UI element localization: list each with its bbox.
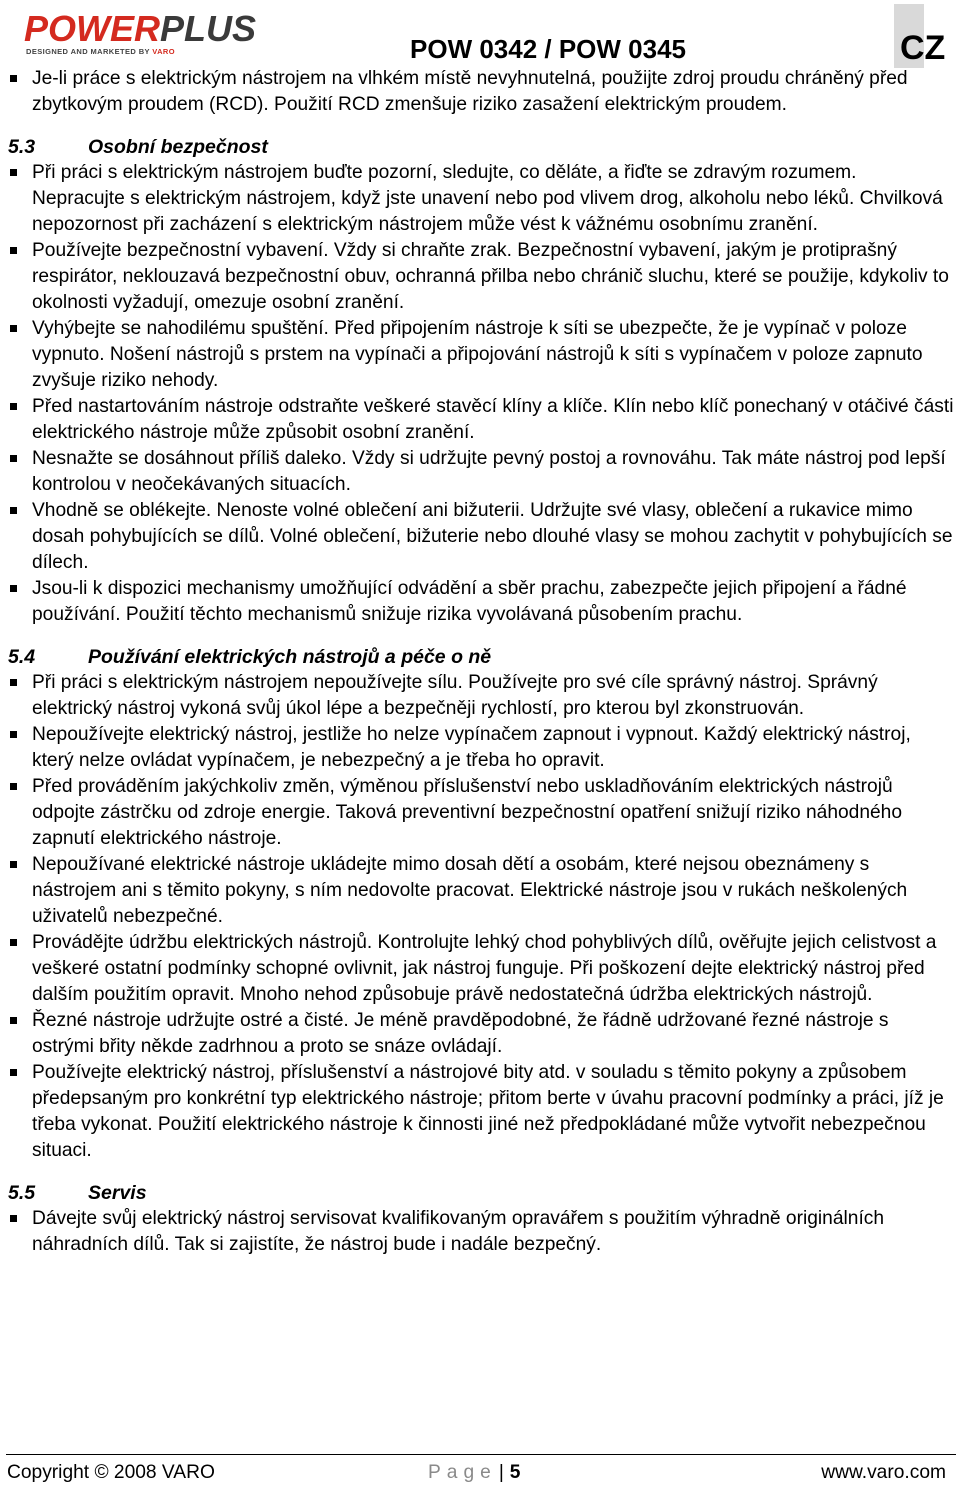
logo-wordmark: [24, 10, 256, 48]
square-bullet-icon: [10, 75, 17, 82]
logo-plus-text: PLUS: [160, 8, 257, 49]
page-label: Page: [428, 1462, 497, 1483]
square-bullet-icon: [10, 731, 17, 738]
list-item-text: Před prováděním jakýchkoliv změn, výměnou příslušenství nebo uskladňováním elektrických nástrojů odpojte zástrčku od zdroje energie. Taková preventivní bezpečnostní opatření snižují riziko náhodného zapnutí elektrického nástroje.: [32, 776, 903, 849]
footer-copyright: Copyright © 2008 VARO: [7, 1462, 215, 1483]
list-item-text: Vyhýbejte se nahodilému spuštění. Před připojením nástroje k síti se ubezpečte, že je vypínač v poloze vypnuto. Nošení nástrojů s prstem na vypínači a připojování nástrojů k síti s vypínačem v poloze zapnuto zvyšuje riziko nehody.: [32, 318, 923, 391]
list-item-text: Dávejte svůj elektrický nástroj servisovat kvalifikovaným opravářem s použitím výhradně originálních náhradních dílů. Tak si zajistíte, že nástroj bude i nadále bezpečný.: [32, 1208, 885, 1255]
page-number: 5: [509, 1462, 521, 1483]
list-item: [8, 670, 954, 722]
list-item-text: Řezné nástroje udržujte ostré a čisté. Je méně pravděpodobné, že řádně udržované řezné nástroje s ostrými břity někde zadrhnou a proto se snáze ovládají.: [32, 1010, 889, 1057]
square-bullet-icon: [10, 403, 17, 410]
square-bullet-icon: [10, 1069, 17, 1076]
logo-tagline: [26, 47, 175, 56]
powerplus-logo: [24, 8, 354, 56]
list-item-text: Před nastartováním nástroje odstraňte veškeré stavěcí klíny a klíče. Klín nebo klíč ponechaný v otáčivé části elektrického nástroje může způsobit osobní zranění.: [32, 396, 954, 443]
list-item: [8, 852, 954, 930]
list-item-text: Nepoužívejte elektrický nástroj, jestliže ho nelze vypínačem zapnout i vypnout. Každý elektrický nástroj, který nelze ovládat vypínačem, je nebezpečný a je třeba ho opravit.: [32, 724, 911, 771]
square-bullet-icon: [10, 1017, 17, 1024]
list-item-text: Při práci s elektrickým nástrojem nepoužívejte sílu. Používejte pro své cíle správný nástroj. Správný elektrický nástroj vykoná svůj úkol lépe a bezpečněji rychlostí, pro kterou byl zkonstruován.: [32, 672, 878, 719]
list-item: [8, 160, 954, 238]
list-item-text: Nesnažte se dosáhnout příliš daleko. Vždy si udržujte pevný postoj a rovnováhu. Tak máte nástroj pod lepší kontrolou v neočekávaných situacích.: [32, 448, 946, 495]
logo-tagline-varo: VARO: [152, 47, 175, 56]
list-item-text: Provádějte údržbu elektrických nástrojů. Kontrolujte lehký chod pohyblivých dílů, ověřujte jejich celistvost a veškeré ostatní podmínky schopné ovlivnit, jak nástroj funguje. Při poškození dejte elektrický nástroj před dalším použitím opravit. Mnoho nehod způsobuje právě nedostatečná údržba elektrických nástrojů.: [32, 932, 937, 1005]
section-title: Osobní bezpečnost: [88, 136, 268, 158]
square-bullet-icon: [10, 585, 17, 592]
list-item: [8, 316, 954, 394]
square-bullet-icon: [10, 247, 17, 254]
document-body: [8, 66, 954, 1258]
square-bullet-icon: [10, 169, 17, 176]
section-heading: [8, 1180, 954, 1206]
section-number: 5.4: [8, 646, 36, 668]
list-item-text: Je-li práce s elektrickým nástrojem na vlhkém místě nevyhnutelná, použijte zdroj proudu chráněný před zbytkovým proudem (RCD). Použití RCD zmenšuje riziko zasažení elektrickým proudem.: [32, 68, 908, 115]
square-bullet-icon: [10, 507, 17, 514]
list-item: [8, 394, 954, 446]
list-item-text: Používejte bezpečnostní vybavení. Vždy si chraňte zrak. Bezpečnostní vybavení, jakým je protiprašný respirátor, neklouzavá bezpečnostní obuv, ochranná přilba nebo chránič sluchu, které se použije, kdykoliv to okolnosti vyžadují, omezuje osobní zranění.: [32, 240, 949, 313]
list-item: [8, 1008, 954, 1060]
section-number: 5.5: [8, 1182, 36, 1204]
page-header: [0, 0, 960, 68]
language-code: CZ: [900, 29, 946, 67]
list-item: [8, 1206, 954, 1258]
square-bullet-icon: [10, 861, 17, 868]
logo-tagline-text: DESIGNED AND MARKETED BY: [26, 47, 153, 56]
section-title: Používání elektrických nástrojů a péče o ně: [88, 646, 492, 668]
footer-divider: [6, 1454, 956, 1455]
square-bullet-icon: [10, 783, 17, 790]
list-item: [8, 498, 954, 576]
square-bullet-icon: [10, 679, 17, 686]
model-title: POW 0342 / POW 0345: [410, 34, 687, 64]
page-separator: |: [498, 1462, 504, 1483]
list-item: [8, 576, 954, 628]
square-bullet-icon: [10, 939, 17, 946]
square-bullet-icon: [10, 325, 17, 332]
list-item-text: Vhodně se oblékejte. Nenoste volné oblečení ani bižuterii. Udržujte své vlasy, oblečení a rukavice mimo dosah pohybujících se dílů. Volné oblečení, bižuterie nebo dlouhé vlasy se mohou zachytit v pohybujících se dílech.: [32, 500, 953, 573]
list-item: [8, 446, 954, 498]
section-heading: [8, 644, 954, 670]
footer-url: www.varo.com: [821, 1462, 946, 1483]
square-bullet-icon: [10, 1215, 17, 1222]
list-item: [8, 1060, 954, 1164]
list-item: [8, 66, 954, 118]
section-heading: [8, 134, 954, 160]
section-title: Servis: [88, 1182, 147, 1204]
list-item: [8, 930, 954, 1008]
section-number: 5.3: [8, 136, 36, 158]
list-item-text: Jsou-li k dispozici mechanismy umožňující odvádění a sběr prachu, zabezpečte jejich připojení a řádné používání. Použití těchto mechanismů snižuje rizika vyvolávaná působením prachu.: [32, 578, 907, 625]
footer-page-indicator: [428, 1461, 520, 1485]
list-item-text: Používejte elektrický nástroj, příslušenství a nástrojové bity atd. v souladu s těmito pokyny a způsobem předepsaným pro konkrétní typ elektrického nástroje; přitom berte v úvahu pracovní podmínky a práci, jíž je třeba vykonat. Použití elektrického nástroje k činnosti jiné než předpokládané může vytvořit nebezpečnou situaci.: [32, 1062, 944, 1161]
list-item: [8, 774, 954, 852]
list-item-text: Při práci s elektrickým nástrojem buďte pozorní, sledujte, co děláte, a řiďte se zdravým rozumem. Nepracujte s elektrickým nástrojem, když jste unavení nebo pod vlivem drog, alkoholu nebo léků. Chvilková nepozornost při zacházení s elektrickým nástrojem může vést k vážnému osobnímu zranění.: [32, 162, 943, 235]
list-item-text: Nepoužívané elektrické nástroje ukládejte mimo dosah dětí a osobám, které nejsou obeznámeny s nástrojem ani s těmito pokyny, s ním nedovolte pracovat. Elektrické nástroje jsou v rukách neškolených uživatelů nebezpečné.: [32, 854, 908, 927]
list-item: [8, 722, 954, 774]
square-bullet-icon: [10, 455, 17, 462]
list-item: [8, 238, 954, 316]
logo-power-text: POWER: [24, 8, 161, 49]
